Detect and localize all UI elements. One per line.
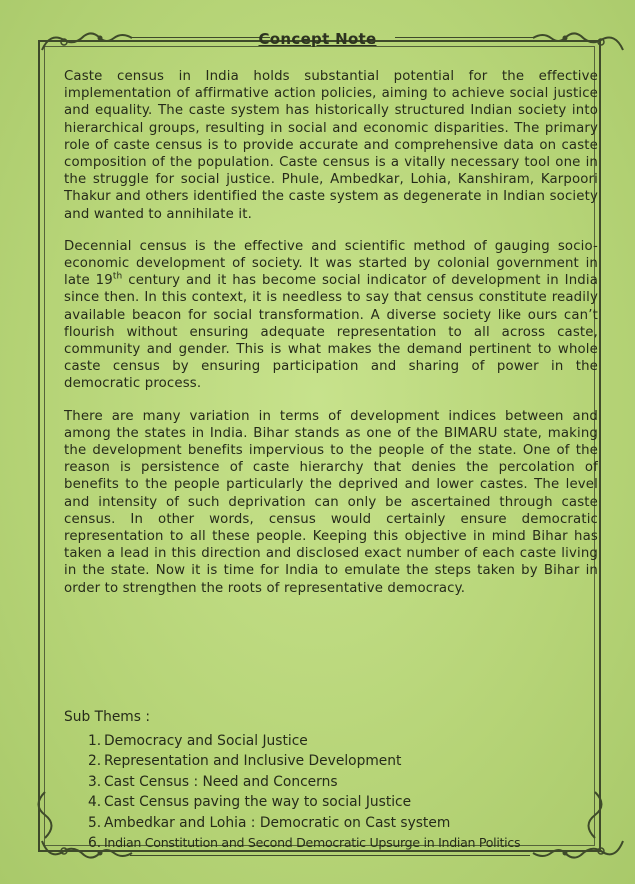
- paragraph-2: [64, 238, 598, 393]
- list-item-number: 6.: [88, 835, 102, 852]
- list-item-text: Cast Census paving the way to social Justice: [104, 794, 412, 811]
- list-item: [88, 792, 584, 812]
- paragraph-3: There are many variation in terms of development indices between and among the states in India. Bihar stands as one of the BIMARU state, making the development benefits impervious to the people of the state. One of the reason is persistence of caste hierarchy that denies the percolation of benefits to the people particularly the deprived and lower castes. The level and intensity of such deprivation can only be ascertained through caste census. In other words, census would certainly ensure democratic representation to all these people. Keeping this objective in mind Bihar has taken a lead in this direction and disclosed exact number of each caste living in the state. Now it is time for India to emulate the steps taken by Bihar in order to strengthen the roots of representative democracy.: [64, 408, 598, 596]
- superscript-th: th: [112, 271, 123, 282]
- list-item-number: 2.: [88, 753, 102, 770]
- list-item-number: 3.: [88, 773, 102, 790]
- list-item-text: Democracy and Social Justice: [104, 733, 308, 749]
- list-item-number: 1.: [88, 733, 102, 749]
- sub-themes-list: [64, 731, 584, 853]
- list-item-number: 4.: [88, 794, 102, 811]
- list-item: [88, 833, 584, 853]
- paragraph-2-part-2: century and it has become social indicator of development in India since then. In this context, it is needless to say that census constitute readily available beacon for social transformation. A diverse society like ours can’t flourish without ensuring adequate representation to all across caste, community and gender. This is what makes the demand pertinent to whole caste census by ensuring participation and sharing of power in the democratic process.: [64, 273, 598, 392]
- list-item-text: Ambedkar and Lohia : Democratic on Cast system: [104, 814, 451, 831]
- list-item: [88, 772, 584, 792]
- sub-themes-heading: Sub Thems :: [64, 709, 150, 725]
- list-item-text: Indian Constitution and Second Democratic Upsurge in Indian Politics: [104, 835, 521, 851]
- page-title: Concept Note: [258, 30, 377, 48]
- list-item: [88, 751, 584, 771]
- sub-themes: [64, 709, 584, 853]
- list-item-text: Cast Census : Need and Concerns: [104, 773, 338, 790]
- paragraph-2-part-1: Decennial census is the effective and scientific method of gauging socio-economic development of society. It was started by colonial government in late 19: [64, 238, 598, 289]
- corner-ornament-icon: [580, 790, 610, 840]
- list-item: [88, 813, 584, 833]
- corner-ornament-icon: [30, 790, 60, 840]
- list-item-text: Representation and Inclusive Development: [104, 753, 402, 770]
- list-item-number: 5.: [88, 814, 102, 831]
- bottom-rule: [130, 855, 530, 856]
- paragraph-1: Caste census in India holds substantial potential for the effective implementation of affirmative action policies, aiming to achieve social justice and equality. The caste system has historically structured Indian society into hierarchical groups, resulting in social and economic disparities. The primary role of caste census is to provide accurate and comprehensive data on caste composition of the population. Caste census is a vitally necessary tool one in the struggle for social justice. Phule, Ambedkar, Lohia, Kanshiram, Karpoori Thakur and others identified the caste system as degenerate in Indian society and wanted to annihilate it.: [64, 69, 598, 222]
- list-item: [88, 731, 584, 751]
- body-text: [64, 68, 598, 612]
